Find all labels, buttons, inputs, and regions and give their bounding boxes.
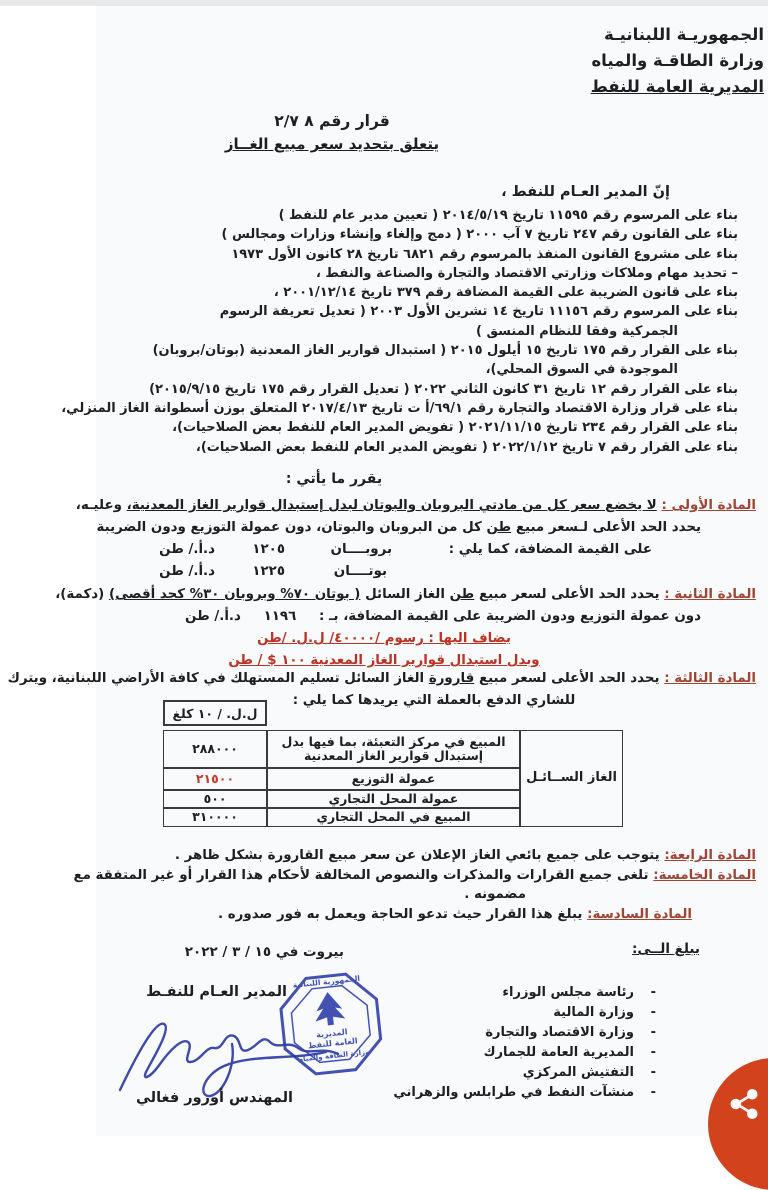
decision-number: قرار رقم ٨ ٢/٧ xyxy=(274,112,390,130)
article-3-label: المادة الثالثة : xyxy=(664,671,756,686)
notify-item: - رئاسة مجلس الوزراء xyxy=(502,985,656,1000)
article-4-text: يتوجب على جميع بائعي الغاز الإعلان عن سعر مبيع القارورة بشكل ظاهر . xyxy=(174,848,660,863)
propane-unit: د.أ./ طن xyxy=(159,542,215,557)
notify-item: - وزارة الاقتصاد والتجارة xyxy=(485,1025,656,1040)
table-row-value-distribution: ٢١٥٠٠ xyxy=(163,768,267,790)
article-6-text: يبلغ هذا القرار حيث تدعو الحاجة ويعمل به فور صدوره . xyxy=(218,906,583,922)
table-row-value: ٥٠٠ xyxy=(163,790,267,808)
cedar-tree-icon xyxy=(313,991,346,1027)
article-2 xyxy=(12,584,756,672)
notify-header: يبلغ الــى: xyxy=(632,941,700,957)
stamp-text-top: الجمهورية اللبنانية xyxy=(292,973,361,990)
preamble-line: بناء على المرسوم رقم ١١١٥٦ تاريخ ١٤ تشرين الأول ٢٠٠٣ ( تعديل تعريفة الرسوم xyxy=(219,304,738,320)
preamble-line: الموجودة في السوق المحلي)، xyxy=(485,362,678,378)
director-title: المدير العـام للنفـط xyxy=(146,984,287,1000)
decision-subject: يتعلق بتحديد سعر مبيع الغــاز xyxy=(224,135,440,153)
notify-list xyxy=(393,983,656,1103)
letterhead-republic: الجمهوريـة اللبنانيـة xyxy=(604,25,764,44)
decision-title xyxy=(164,110,500,156)
propane-price: ١٢٠٥ xyxy=(252,542,285,557)
table-row-desc: المبيع في مركز التعبئة، بما فيها بدل إستبدال قوارير الغاز المعدنية xyxy=(267,730,520,768)
place-date-line: بيروت في ١٥ / ٣ / ٢٠٢٢ xyxy=(184,944,344,960)
article-5-text: تلغى جميع القرارات والمذكرات والنصوص المخالفة لأحكام هذا القرار أو غير المتفقة مع xyxy=(73,867,649,883)
preamble-line: بناء على القرار رقم ٢٣٤ تاريخ ٢٠٢١/١١/١٥ ( تفويض المدير العام للنفط بعض الصلاحيات)، xyxy=(172,420,738,436)
table-row-value: ٣١٠٠٠٠ xyxy=(163,808,267,827)
preamble-line: بناء على مشروع القانون المنفذ بالمرسوم رقم ٦٨٢١ تاريخ ٢٨ كانون الأول ١٩٧٣ xyxy=(231,246,738,262)
preamble-line: بناء على القرار رقم ٧ تاريخ ٢٠٢٢/١/١٢ ( تفويض المدير العام للنفط بعض الصلاحيات)، xyxy=(195,439,738,455)
article-1 xyxy=(12,495,756,591)
preamble-line: بناء على القرار رقم ١٧٥ تاريخ ١٥ أيلول ٢٠١٥ ( استبدال قوارير الغاز المعدنية (بوتان/بروبان) xyxy=(152,343,738,359)
articles-4-5-6 xyxy=(12,846,756,924)
liquid-gas-price: ١١٩٦ xyxy=(263,609,297,624)
butane-unit: د.أ./ طن xyxy=(159,564,215,579)
added-fees-line: يضاف اليها : رسوم /٤٠٠٠٠/ ل.ل. /طن xyxy=(257,631,511,646)
article-3-pre: يحدد الحد الأعلى لسعر مبيع xyxy=(478,671,660,686)
preamble-line: بناء على قرار وزارة الاقتصاد والتجارة رقم ٦٩/١/أ ت تاريخ ٢٠١٧/٤/١٣ المتعلق بوزن أسطوانة الغاز المنزلي، xyxy=(61,400,738,416)
decree-intro: يقرر ما يأتي : xyxy=(285,471,383,487)
article-2-mid: الغاز السائل xyxy=(365,587,445,602)
table-row-value: ٢٨٨٠٠٠ xyxy=(163,730,267,768)
propane-name: بروبــــان xyxy=(330,542,392,557)
butane-name: بوتــــان xyxy=(333,564,387,579)
article-1-underlined: لا يخضع سعر كل من مادتي البروبان والبوتان لبدل إستبدال قوارير الغاز المعدنية، xyxy=(126,498,657,513)
price-table xyxy=(145,700,623,830)
preamble-line: – تحديد مهام وملاكات وزارتي الاقتصاد والتجارة والصناعة والنفط ، xyxy=(315,265,738,281)
letterhead-ministry: وزارة الطاقـة والمياه xyxy=(591,51,764,70)
article-3-line2: للشاري الدفع بالعملة التي يريدها كما يلي : xyxy=(292,693,576,708)
share-icon xyxy=(726,1086,762,1122)
article-1-label: المادة الأولى : xyxy=(661,498,756,513)
table-category-liquid-gas: الغاز الســائـل xyxy=(520,730,623,827)
article-2-label: المادة الثانية : xyxy=(664,587,756,602)
stamp-text-mid2: العامة للنفط xyxy=(307,1036,359,1051)
table-row-desc: عمولة التوزيع xyxy=(267,768,520,790)
notify-item: - وزارة المالية xyxy=(553,1005,656,1020)
price-list-label: على القيمة المضافة، كما يلي : xyxy=(448,542,652,557)
article-3-post: الغاز السائل تسليم المستهلك في كافة الأراضي اللبنانية، ويترك xyxy=(7,671,425,686)
official-stamp xyxy=(260,960,402,1093)
article-4-label: المادة الرابعة: xyxy=(664,848,756,863)
article-1-line2: يحدد الحد الأعلى لـسعر مبيع xyxy=(515,520,701,535)
table-grid xyxy=(163,730,623,827)
butane-price: ١٢٢٥ xyxy=(252,564,285,579)
stamp-text-mid1: المديرية xyxy=(315,1027,348,1040)
article-5-label: المادة الخامسة: xyxy=(653,867,756,883)
signer-name: المهندس أورور فغالي xyxy=(135,1090,293,1106)
preamble-line: بناء على القانون رقم ٢٤٧ تاريخ ٧ آب ٢٠٠٠ ( دمج وإلغاء وإنشاء وزارات ومجالس ) xyxy=(221,227,738,243)
notify-item: - المديرية العامة للجمارك xyxy=(483,1045,656,1060)
stamp-text-bottom: وزارة الطاقة والمياه xyxy=(298,1048,370,1064)
cylinder-replacement-line: وبدل استبدال قوارير الغاز المعدنية ١٠٠ $ / طن xyxy=(228,653,540,668)
table-unit-header: ل.ل. / ١٠ كلغ xyxy=(163,700,267,726)
notify-item: - التفتيش المركزي xyxy=(522,1065,656,1080)
notify-item: - منشآت النفط في طرابلس والزهراني xyxy=(393,1085,656,1100)
table-row-desc: عمولة المحل التجاري xyxy=(267,790,520,808)
liquid-gas-unit: د.أ./ طن xyxy=(185,609,241,624)
intro-line: إنّ المدير العـام للنفط ، xyxy=(501,184,670,200)
article-2-mix-underlined: ( بوتان ٧٠% وبروبان ٣٠% كحد أقصى) xyxy=(108,587,361,602)
preamble-line: بناء على القرار رقم ١٢ تاريخ ٣١ كانون الثاني ٢٠٢٢ ( تعديل القرار رقم ١٧٥ تاريخ ٢٠١٥/٩/١٥) xyxy=(149,381,738,397)
article-3-bottle-underlined: قارورة xyxy=(428,671,475,686)
article-1-ton-underlined: طن xyxy=(486,520,512,535)
article-2-ton-underlined: طن xyxy=(449,587,475,602)
letterhead xyxy=(591,22,764,100)
article-1-tail: وعليـه، xyxy=(75,498,122,513)
table-row-desc: المبيع في المحل التجاري xyxy=(267,808,520,827)
article-1-line2-post: كل من البروبان والبوتان، دون عمولة التوزيع ودون الضريبة xyxy=(96,520,482,535)
article-2-line2: دون عمولة التوزيع ودون الضريبة على القيمة المضافة، بـ : xyxy=(318,609,701,624)
article-2-pre: يحدد الحد الأعلى لسعر مبيع xyxy=(478,587,660,602)
preamble-clauses xyxy=(10,206,738,457)
preamble-line: بناء على المرسوم رقم ١١٥٩٥ تاريخ ٢٠١٤/٥/١٩ ( تعيين مدير عام للنفط ) xyxy=(278,208,738,223)
letterhead-directorate: المديرية العامة للنفط xyxy=(590,77,764,96)
preamble-line: الجمركية وفقا للنظام المنسق ) xyxy=(475,323,678,339)
article-5-continuation: مضمونه . xyxy=(464,887,526,902)
article-2-tail: (دكمة)، xyxy=(55,587,105,602)
article-6-label: المادة السادسة: xyxy=(587,906,692,922)
preamble-line: بناء على قانون الضريبة على القيمة المضافة رقم ٣٧٩ تاريخ ٢٠٠١/١٢/١٤ ، xyxy=(273,285,738,301)
